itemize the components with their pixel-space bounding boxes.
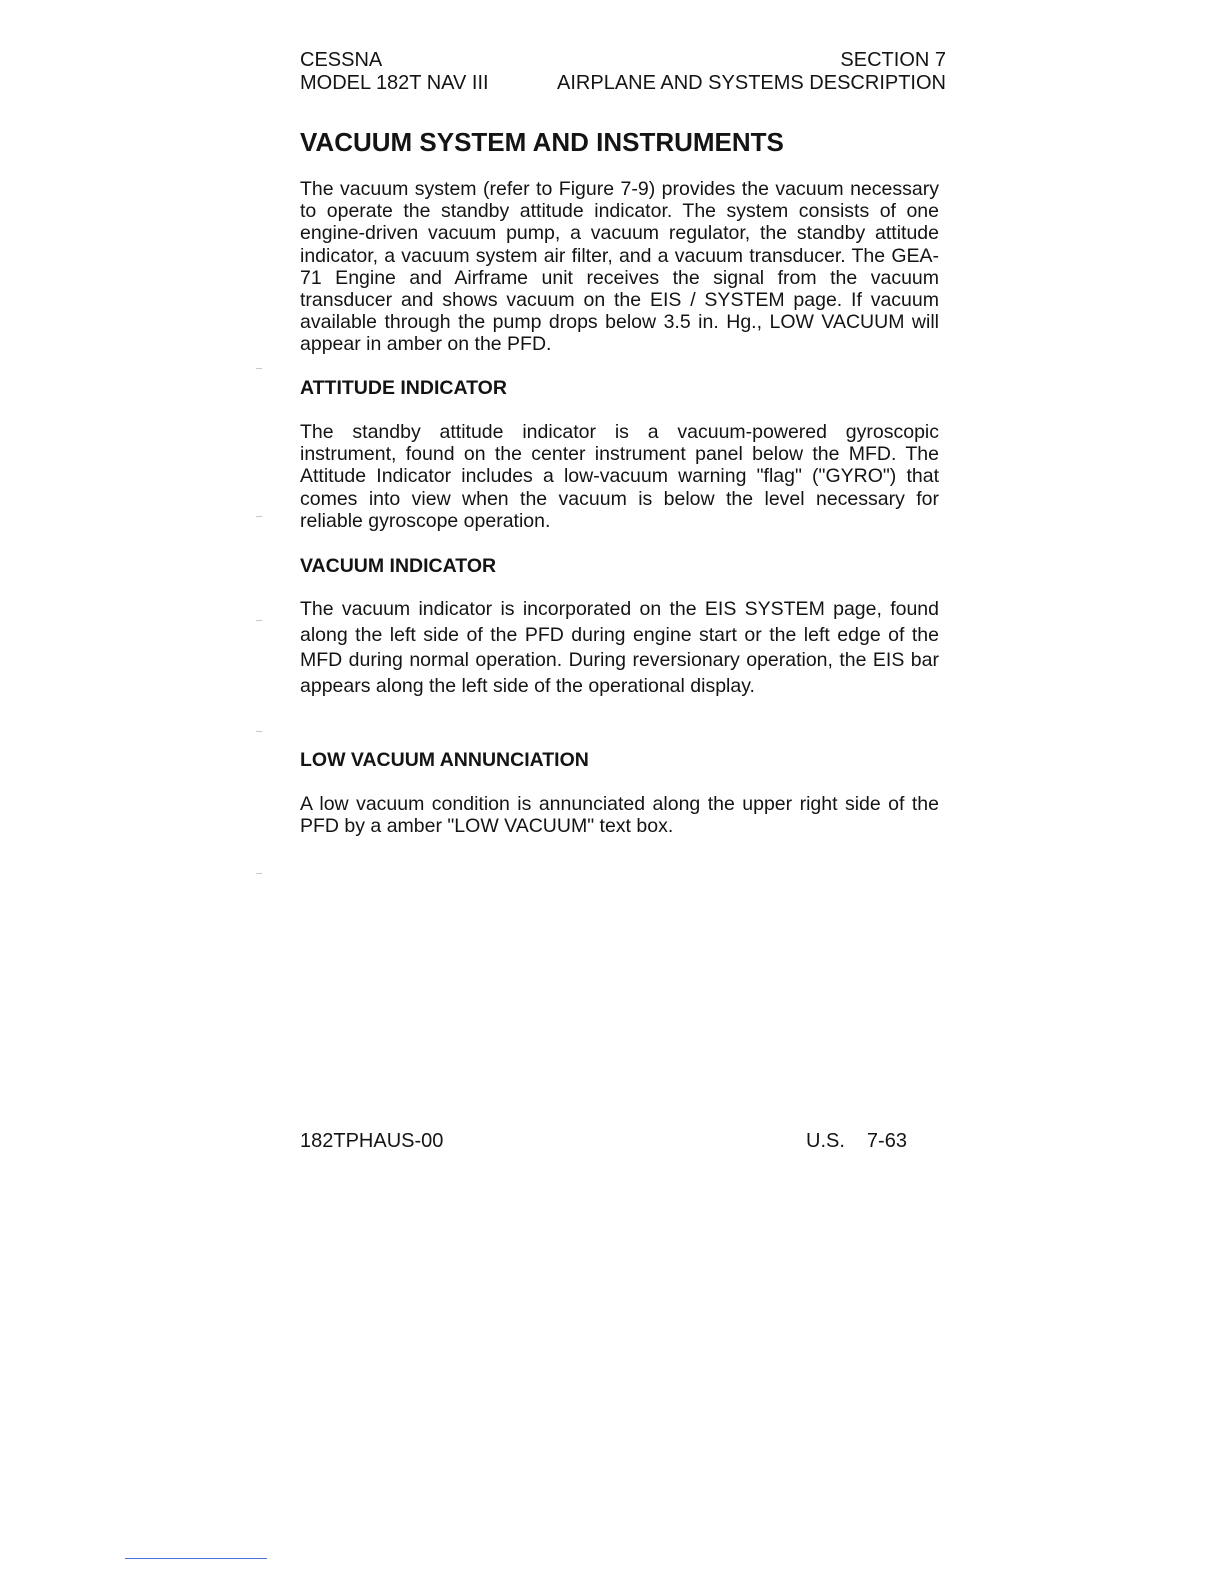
header-section-title: AIRPLANE AND SYSTEMS DESCRIPTION <box>557 72 946 94</box>
footer-page-info <box>806 1129 907 1153</box>
margin-tick <box>256 731 262 732</box>
header-section: SECTION 7 <box>840 49 946 71</box>
margin-tick <box>256 620 262 621</box>
low-vacuum-paragraph: A low vacuum condition is annunciated along the upper right side of the PFD by a amber "LOW VACUUM" text box. <box>300 793 939 838</box>
heading-low-vacuum-annunciation: LOW VACUUM ANNUNCIATION <box>300 749 589 771</box>
header-model: MODEL 182T NAV III <box>300 72 489 94</box>
heading-vacuum-indicator: VACUUM INDICATOR <box>300 555 497 577</box>
footer-page-number: 7-63 <box>866 1130 907 1152</box>
running-header-line-1 <box>300 48 946 72</box>
intro-paragraph: The vacuum system (refer to Figure 7-9) provides the vacuum necessary to operate the standby attitude indicator. The system consists of one engine-driven vacuum pump, a vacuum regulator, the standby attitude indicator, a vacuum system air filter, and a vacuum transducer. The GEA-71 Engine and Airframe unit receives the signal from the vacuum transducer and shows vacuum on the EIS / SYSTEM page. If vacuum available through the pump drops below 3.5 in. Hg., LOW VACUUM will appear in amber on the PFD. <box>300 178 939 356</box>
page-title: VACUUM SYSTEM AND INSTRUMENTS <box>300 127 784 157</box>
bottom-rule <box>125 1558 267 1559</box>
footer-region: U.S. <box>806 1130 845 1152</box>
header-make: CESSNA <box>300 49 383 71</box>
running-header-line-2 <box>300 71 946 95</box>
heading-attitude-indicator: ATTITUDE INDICATOR <box>300 377 507 399</box>
footer-doc-number: 182TPHAUS-00 <box>300 1130 444 1152</box>
attitude-indicator-paragraph: The standby attitude indicator is a vacuum-powered gyroscopic instrument, found on the center instrument panel below the MFD. The Attitude Indicator includes a low-vacuum warning "flag" ("GYRO") that comes into view when the vacuum is below the level necessary for reliable gyroscope operation. <box>300 421 939 532</box>
vacuum-indicator-paragraph: The vacuum indicator is incorporated on the EIS SYSTEM page, found along the left side of the PFD during engine start or the left edge of the MFD during normal operation. During reversionary operation, the EIS bar appears along the left side of the operational display. <box>300 598 939 697</box>
margin-tick <box>256 873 262 874</box>
margin-tick <box>256 368 262 369</box>
margin-tick <box>256 516 262 517</box>
